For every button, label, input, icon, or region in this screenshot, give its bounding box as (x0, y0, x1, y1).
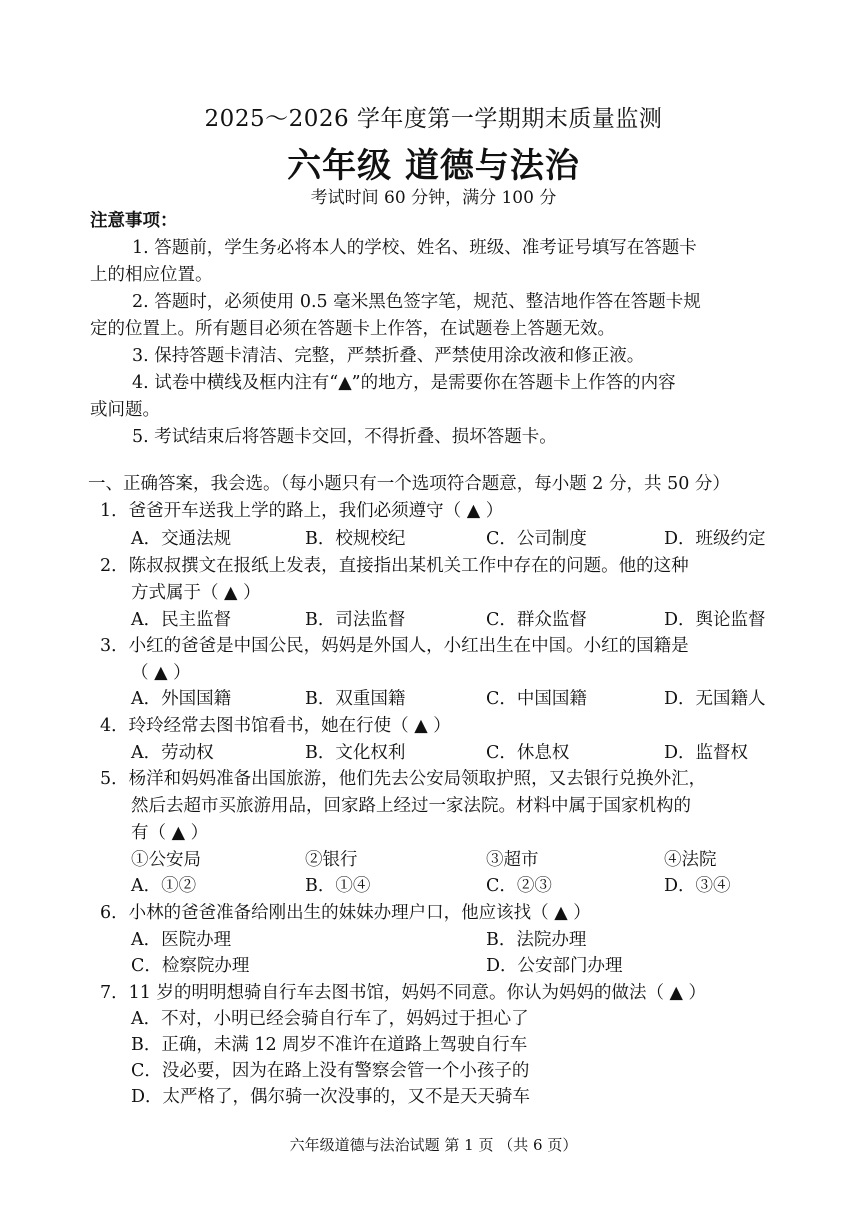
note-line: 5. 考试结束后将答题卡交回，不得折叠、损坏答题卡。 (132, 427, 557, 447)
notes-heading: 注意事项： (90, 211, 178, 231)
note-line: 或问题。 (90, 400, 160, 420)
exam-info: 考试时间 60 分钟，满分 100 分 (310, 188, 557, 208)
question-stem: 2．陈叔叔撰文在报纸上发表，直接指出某机关工作中存在的问题。他的这种 (100, 556, 689, 576)
option-d: D．舆论监督 (664, 610, 766, 630)
option-d: D．③④ (664, 876, 731, 896)
note-line: 定的位置上。所有题目必须在答题卡上作答，在试题卷上答题无效。 (90, 319, 615, 339)
option-b: B．正确，未满 12 周岁不准许在道路上驾驶自行车 (131, 1035, 528, 1055)
subject-title: 六年级 道德与法治 (287, 146, 580, 186)
option-c: C．公司制度 (486, 529, 587, 549)
option-a: A．外国国籍 (131, 689, 232, 709)
option-b: B．法院办理 (486, 930, 587, 950)
note-line: 3. 保持答题卡清洁、完整，严禁折叠、严禁使用涂改液和修正液。 (132, 346, 645, 366)
statement-item: ②银行 (305, 850, 358, 870)
option-b: B．校规校纪 (305, 529, 406, 549)
option-a: A．①② (131, 876, 197, 896)
option-a: A．不对，小明已经会骑自行车了，妈妈过于担心了 (131, 1009, 529, 1029)
note-line: 2. 答题时，必须使用 0.5 毫米黑色签字笔，规范、整洁地作答在答题卡规 (132, 292, 701, 312)
question-stem-cont: 有（ ▲ ） (131, 823, 209, 843)
option-c: C．②③ (486, 876, 552, 896)
exam-term-title: 2025～2026 学年度第一学期期末质量监测 (204, 106, 663, 132)
question-stem-cont: （ ▲ ） (131, 663, 191, 683)
question-stem: 1．爸爸开车送我上学的路上，我们必须遵守（ ▲ ） (100, 501, 504, 521)
option-d: D．太严格了，偶尔骑一次没事的，又不是天天骑车 (131, 1087, 531, 1107)
question-stem: 4．玲玲经常去图书馆看书，她在行使（ ▲ ） (100, 716, 451, 736)
option-c: C．没必要，因为在路上没有警察会管一个小孩子的 (131, 1061, 530, 1081)
option-c: C．中国国籍 (486, 689, 587, 709)
statement-item: ③超市 (486, 850, 539, 870)
note-line: 上的相应位置。 (90, 265, 213, 285)
option-a: A．民主监督 (131, 610, 232, 630)
statement-item: ①公安局 (131, 850, 201, 870)
note-line: 4. 试卷中横线及框内注有“▲”的地方，是需要你在答题卡上作答的内容 (132, 373, 676, 393)
question-stem-cont: 然后去超市买旅游用品，回家路上经过一家法院。材料中属于国家机构的 (131, 796, 691, 816)
option-c: C．群众监督 (486, 610, 587, 630)
statement-item: ④法院 (664, 850, 717, 870)
option-a: A．劳动权 (131, 743, 214, 763)
question-stem: 5．杨洋和妈妈准备出国旅游，他们先去公安局领取护照，又去银行兑换外汇， (100, 769, 707, 789)
option-a: A．交通法规 (131, 529, 232, 549)
option-b: B．司法监督 (305, 610, 406, 630)
option-d: D．监督权 (664, 743, 749, 763)
question-stem: 6．小林的爸爸准备给刚出生的妹妹办理户口，他应该找（ ▲ ） (100, 903, 591, 923)
question-stem: 7．11 岁的明明想骑自行车去图书馆，妈妈不同意。你认为妈妈的做法（ ▲ ） (100, 983, 707, 1003)
option-a: A．医院办理 (131, 930, 232, 950)
option-b: B．文化权利 (305, 743, 406, 763)
note-line: 1. 答题前，学生务必将本人的学校、姓名、班级、准考证号填写在答题卡 (132, 238, 697, 258)
page-footer: 六年级道德与法治试题 第 1 页 （共 6 页） (289, 1136, 578, 1154)
section-heading: 一、正确答案，我会选。（每小题只有一个选项符合题意，每小题 2 分，共 50 分） (88, 474, 730, 494)
option-d: D．班级约定 (664, 529, 766, 549)
option-d: D．公安部门办理 (486, 956, 623, 976)
question-stem-cont: 方式属于（ ▲ ） (131, 583, 261, 603)
option-d: D．无国籍人 (664, 689, 766, 709)
option-b: B．①④ (305, 876, 371, 896)
option-c: C．休息权 (486, 743, 570, 763)
option-b: B．双重国籍 (305, 689, 406, 709)
option-c: C．检察院办理 (131, 956, 250, 976)
question-stem: 3．小红的爸爸是中国公民，妈妈是外国人，小红出生在中国。小红的国籍是 (100, 636, 689, 656)
